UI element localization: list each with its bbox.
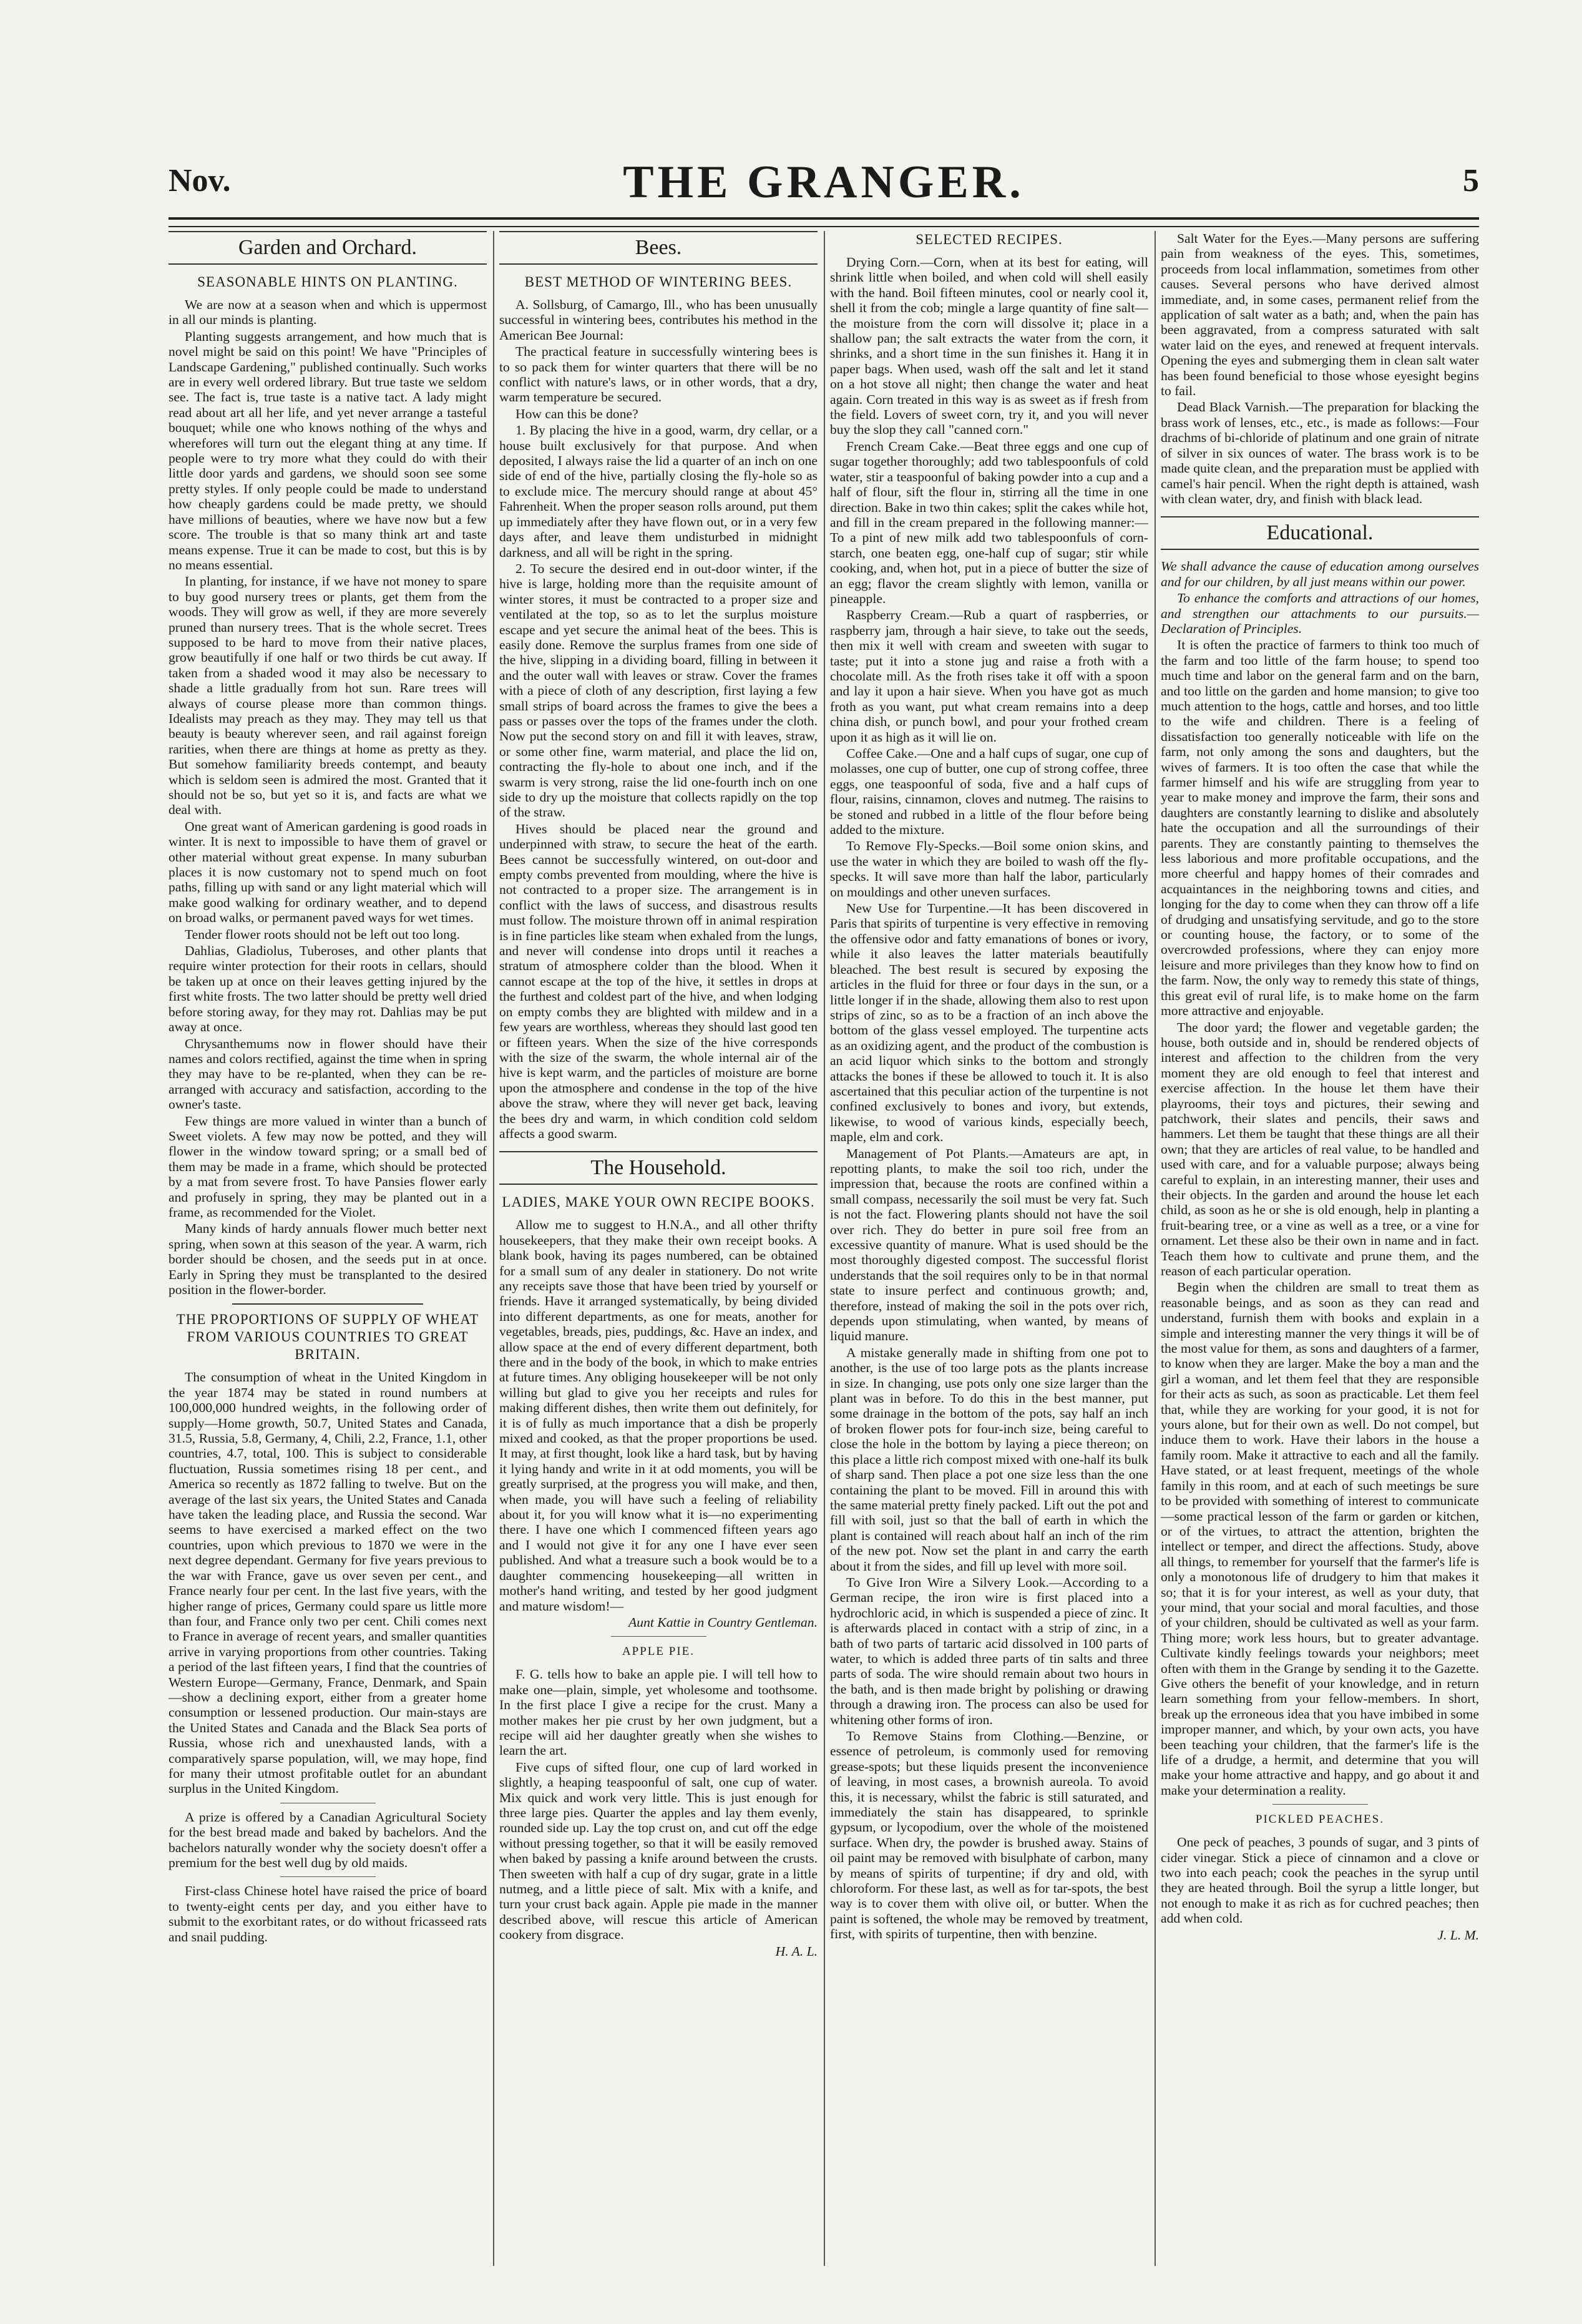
article-paragraph: Tender flower roots should not be left out too long. <box>185 926 461 942</box>
article-paragraph: One great want of American gardening is good roads in winter. It is next to impossible to have them of gravel or other material without great expense. In many suburban places it is now customary not to spend much on foot paths, filling up with sand or any light material which will make good walking for ordinary weather, and to depend on broad walks, or permanent paved ways for wet times. <box>168 818 487 926</box>
article-signature: J. L. M. <box>1437 1927 1479 1943</box>
column-divider <box>1155 231 1156 2266</box>
article-paragraph: The practical feature in successfully wintering bees is to so pack them for winter quarters that there will be no conflict with nature's laws, or in other words, that a dry, warm temperature be secured. <box>499 344 818 405</box>
article-headline: BEST METHOD OF WINTERING BEES. <box>524 274 793 290</box>
article-paragraph: In planting, for instance, if we have not money to spare to buy good nursery trees or plants, get them from the woods. They will grow as well, if they are more severely pruned than nursery trees. That is the whole secret. Trees supposed to be hard to move from their native places, grow beautifully if one half or two thirds be cut away. If taken from a shaded wood it may also be necessary to shade a little gradually from hot sun. Rare trees will always of course please more than common things. Idealists may preach as they may. They may tell us that beauty is beauty wherever seen, and rail against foreign rarities, when there are things at home as pretty as they. But somehow familiarity breeds contempt, and beauty which is seldom seen is admired the most. Granted that it should not be so, but yet so it is, and facts are what we deal with. <box>168 574 487 818</box>
article-paragraph: The consumption of wheat in the United Kingdom in the year 1874 may be stated in round numbers at 100,000,000 hundred weights, in the following order of supply—Home growth, 50.7, United States and Canada, 31.5, Russia, 5.8, Germany, 4, Chili, 2.2, France, 1.1, other countries, 4.7, total, 100. This is subject to considerable fluctuation, Russia sometimes rising 18 per cent., and America so recently as 1872 falling to twelve. But on the average of the last six years, the United States and Canada have taken the leading place, and Russia the second. War seems to have exercised a marked effect on the two countries, upon which previous to 1870 we were in the next degree dependant. Germany for five years previous to the war with France, gave us over seven per cent., and France nearly four per cent. In the last five years, with the higher range of prices, Germany could spare us little more than four, and France only two per cent. Chili comes next to France in average of recent years, and smaller quantities arrive in varying proportions from other countries. Taking a period of the last fifteen years, I find that the countries of Western Europe—Germany, France, Denmark, and Spain—show a declining export, either from a greater home consumption or lessened production. Our main-stays are the United States and Canada and the Black Sea ports of Russia, whose rich and unexhausted lands, with a comparatively sparse population, will, we may hope, find for many their utmost profitable outlet for an abundant surplus in the United Kingdom. <box>168 1370 487 1797</box>
article-paragraph: We are now at a season when and which is uppermost in all our minds is planting. <box>168 297 487 328</box>
article-paragraph: A prize is offered by a Canadian Agricultural Society for the best bread made and baked by bachelors. And the bachelors naturally wonder why the society doesn't offer a premium for the best well dug by old maids. <box>168 1809 487 1870</box>
article-headline: APPLE PIE. <box>622 1645 695 1659</box>
column-bees <box>499 231 818 2266</box>
column-recipes <box>830 231 1148 2266</box>
article-headline: LADIES, MAKE YOUR OWN RECIPE BOOKS. <box>502 1194 815 1210</box>
article-paragraph: French Cream Cake.—Beat three eggs and one cup of sugar together thoroughly; add two tablespoonfuls of cold water, stir a teaspoonful of baking powder into a cup and a half of flour, sift the flour in, stirring all the time in one direction. Bake in two thin cakes; split the cakes while hot, and fill in the cream prepared in the following manner:—To a pint of new milk add two tablespoonfuls of corn-starch, one beaten egg, one-half cup of sugar; stir while cooking, and, when hot, put in a piece of butter the size of an egg; flavor the cream slightly with lemon, vanilla or pineapple. <box>830 438 1148 606</box>
article-signature: H. A. L. <box>775 1943 818 1959</box>
article-paragraph: New Use for Turpentine.—It has been discovered in Paris that spirits of turpentine is very effective in removing the offensive odor and fatty emanations of bones or ivory, while it also leaves the latter materials beautifully bleached. The best result is secured by exposing the articles in the fluid for three or four days in the sun, or a little longer if in the shade, allowing them also to rest upon strips of zinc, so as to be a fraction of an inch above the bottom of the glass vessel employed. The turpentine acts as an oxidizing agent, and the product of the combustion is an acid liquor which sinks to the bottom and strongly attacks the bones if these be allowed to touch it. It is also ascertained that this peculiar action of the turpentine is not confined exclusively to bones and ivory, but extends, likewise, to wood of various kinds, especially beech, maple, elm and cork. <box>830 901 1148 1145</box>
newspaper-page <box>168 156 1479 2266</box>
article-paragraph: One peck of peaches, 3 pounds of sugar, and 3 pints of cider vinegar. Stick a piece of cinnamon and a clove or two into each peach; cook the peaches in the syrup until they are heated through. Boil the syrup a little longer, but not enough to make it as rich as for cuchred peaches; then add when cold. <box>1161 1835 1479 1926</box>
article-paragraph: Chrysanthemums now in flower should have their names and colors rectified, against the time when in spring they may have to be re-planted, when they can be re-arranged with accuracy and satisfaction, according to the owner's taste. <box>168 1036 487 1112</box>
section-motto: To enhance the comforts and attractions of our homes, and strengthen our attachments to our pursuits.—Declaration of Principles. <box>1161 591 1479 636</box>
column-educational <box>1161 231 1479 2266</box>
masthead <box>168 156 1479 212</box>
department-heading: Educational. <box>1161 516 1479 550</box>
masthead-rule <box>168 217 1479 227</box>
article-paragraph: Begin when the children are small to treat them as reasonable beings, and as soon as they can read and understand, furnish them with books and explain in a simple and interesting manner the very things it will be of the most value for them, as sons and daughters of a farmer, to know when they are larger. Make the boy a man and the girl a woman, and let them feel that they are responsible for their acts as such, as soon as practicable. Let them feel that, while they are working for your good, it is not for yours alone, but for their own as well. Do not compel, but induce them to work. Have their labors in the house a family room. Make it attractive to each and all the family. Have stated, or at least frequent, meetings of the whole family in this room, and at each of such meetings be sure to be provided with something of interest to communicate—some practical lesson of the farm or garden or kitchen, or of the virtues, to attract the attention, brighten the intellect or temper, and direct the affections. Study, above all things, to remember for yourself that the farmer's life is only a monotonous life of drudgery to him that makes it so; that it is for your interest, as well as your duty, that your mind, that your social and moral faculties, and those of your children, should be cultivated as well as your farm. Thing more; work less hours, but to greater advantage. Cultivate kindly feelings towards your neighbors; meet often with them in the Grange by sending it to the Gazette. Give others the benefit of your knowledge, and in return learn something from your fellow-members. In short, break up the erroneous idea that you have imbibed in some improper manner, and which, by your own acts, you have been teaching your children, that the farmer's life is the life of a drudge, a hermit, and determine that you will make your home attractive and happy, and go about it and make your determination a reality. <box>1161 1280 1479 1798</box>
article-paragraph: A. Sollsburg, of Camargo, Ill., who has been unusually successful in wintering bees, contributes his method in the American Bee Journal: <box>499 297 818 343</box>
article-paragraph: Many kinds of hardy annuals flower much better next spring, when sown at this season of the year. A warm, rich border should be chosen, and the seeds put in at once. Early in Spring they must be transplanted to the desired position in the flower-border. <box>168 1221 487 1297</box>
newspaper-title: THE GRANGER. <box>623 157 1025 208</box>
article-paragraph: 1. By placing the hive in a good, warm, dry cellar, or a house built exclusively for that purpose. And when deposited, I always raise the lid a quarter of an inch on one side of end of the hive, partially closing the fly-hole so as to exclude mice. The mercury should range at about 45° Fahrenheit. When the proper season rolls around, put them up immediately after they have flown out, or in a very few days after, and leave them undisturbed in midnight darkness, and all will be right in the spring. <box>499 423 818 560</box>
section-rule <box>611 1636 706 1637</box>
article-paragraph: Few things are more valued in winter than a bunch of Sweet violets. A few may now be potted, and they will flower in the window toward spring; or a small bed of them may be made in a frame, which should be protected by a mat from severe frost. To have Pansies flower early and profusely in spring, they may be planted out in a frame, as recommended for the Violet. <box>168 1113 487 1220</box>
article-paragraph: How can this be done? <box>515 406 638 421</box>
article-paragraph: F. G. tells how to bake an apple pie. I will tell how to make one—plain, simple, yet wholesome and toothsome. In the first place I give a recipe for the crust. Many a mother makes her pie crust by her own judgment, but a recipe will aid her daughter greatly when she wishes to learn the art. <box>499 1667 818 1758</box>
article-paragraph: Management of Pot Plants.—Amateurs are apt, in repotting plants, to make the soil too rich, under the impression that, because the roots are confined within a small compass, necessarily the soil must be very fat. Such is not the fact. Flowering plants should not have the soil over rich. They do better in pure soil free from an excessive quantity of manure. What is used should be the most thoroughly digested compost. The successful florist understands that the soil requires only to be in that normal state to insure perfect and continuous growth; and, therefore, instead of making the soil in the pots over rich, depends upon stimulating, when wanted, by means of liquid manure. <box>830 1145 1148 1344</box>
article-headline: PICKLED PEACHES. <box>1255 1813 1385 1826</box>
column-divider <box>493 231 494 2266</box>
section-motto: We shall advance the cause of education among ourselves and for our children, by all just means within our power. <box>1161 559 1479 589</box>
article-paragraph: Raspberry Cream.—Rub a quart of raspberries, or raspberry jam, through a hair sieve, to take out the seeds, then mix it well with cream and sweeten with sugar to taste; put it into a stone jug and raise a froth with a chocolate mill. As the froth rises take it off with a spoon and lay it upon a hair sieve. When you have got as much froth as you want, put what cream remains into a deep china dish, or punch bowl, and pour your frothed cream upon it as high as it will lie on. <box>830 607 1148 745</box>
column-garden <box>168 231 487 2266</box>
article-headline: THE PROPORTIONS OF SUPPLY OF WHEAT FROM VARIOUS COUNTRIES TO GREAT BRITAIN. <box>176 1312 479 1363</box>
article-paragraph: Dahlias, Gladiolus, Tuberoses, and other plants that require winter protection for their roots in cellars, should be taken up at once on their leaves getting injured by the first white frosts. The two latter should be pretty well dried before storing away, for they may rot. Dahlias may be put away at once. <box>168 943 487 1035</box>
article-paragraph: Coffee Cake.—One and a half cups of sugar, one cup of molasses, one cup of butter, one cup of strong coffee, three eggs, one teaspoonful of soda, five and a half cups of flour, raisins, cinnamon, cloves and nutmeg. The raisins to be stoned and rubbed in a little of the flour before being added to the mixture. <box>830 746 1148 838</box>
column-divider <box>824 231 825 2266</box>
article-paragraph: First-class Chinese hotel have raised the price of board to twenty-eight cents per day, and you either have to submit to the exorbitant rates, or do without fricasseed rats and snail pudding. <box>168 1883 487 1944</box>
issue-month: Nov. <box>168 163 231 199</box>
article-paragraph: To Remove Stains from Clothing.—Benzine, or essence of petroleum, is commonly used for removing grease-spots; but these liquids present the inconvenience of leaving, in most cases, a brownish aureola. To avoid this, it is necessary, whilst the fabric is still saturated, and immediately the stain has disappeared, to sprinkle gypsum, or lycopodium, over the whole of the moistened surface. When dry, the powder is brushed away. Stains of oil paint may be removed with bisulphate of carbon, many by means of spirits of turpentine; if dry and old, with chloroform. For these last, as well as for tar-spots, the best way is to cover them with olive oil, or butter. When the paint is softened, the whole may be removed by treatment, first, with spirits of turpentine, then with benzine. <box>830 1728 1148 1942</box>
article-paragraph: Allow me to suggest to H.N.A., and all other thrifty housekeepers, that they make their own receipt books. A blank book, having its pages numbered, can be obtained for a small sum of any dealer in stationery. Do not write any receipts save those that have been tried by yourself or friends. Have it arranged systematically, by being divided into different departments, as one for meats, another for vegetables, breads, pies, puddings, &c. Have an index, and allow space at the end of every different department, both there and in the body of the book, in which to make entries at future times. Any obliging housekeeper will be not only willing but glad to give you her receipts and rules for making different dishes, then write them out definitely, for it is of fully as much importance that a dish be properly mixed and cooked, as that the proper proportions be used. It may, at first thought, look like a hard task, but by having it lying handy and write in it at odd moments, you will be greatly surprised, at the progress you will make, and then, when made, you will have such a feeling of reliability about it, for you will know what it is—no experimenting there. I have one which I commenced fifteen years ago and I would not give it for any one I have ever seen published. And what a treasure such a book would be to a daughter commencing housekeeping—all written in mother's hand writing, and tested by her good judgment and mature wisdom!— <box>499 1217 818 1614</box>
article-headline: SELECTED RECIPES. <box>916 232 1063 247</box>
section-rule <box>232 1303 423 1305</box>
section-rule <box>1272 1804 1368 1805</box>
article-paragraph: Salt Water for the Eyes.—Many persons are suffering pain from weakness of the eyes. This, sometimes, proceeds from local inflammation, sometimes from other causes. Several persons who have derived almost immediate, and, in some cases, permanent relief from the application of salt water as a bath; and, when the pain has been aggravated, from a compress saturated with salt water laid on the eyes, and renewed at frequent intervals. Opening the eyes and submerging them in clean salt water has been found beneficial to those whose eyesight begins to fail. <box>1161 231 1479 399</box>
article-paragraph: To Remove Fly-Specks.—Boil some onion skins, and use the water in which they are boiled to wash off the fly-specks. It will save more than half the labor, particularly on mouldings and other uneven surfaces. <box>830 838 1148 900</box>
article-paragraph: Drying Corn.—Corn, when at its best for eating, will shrink little when boiled, and when cold will shell easily with the hand. Boil fifteen minutes, cool or nearly cool it, shell it from the cob; mingle a large quantity of fine salt—the moisture from the corn will dissolve it; place in a shallow pan; the salt extracts the water from the corn, it shrinks, and a short time in the sun finishes it. Hang it in paper bags. When used, wash off the salt and let it stand on a hot stove all night; then change the water and heat again. Corn treated in this way is as sweet as if fresh from the field. Lovers of sweet corn, try it, and you will never buy the slop they call "canned corn." <box>830 255 1148 438</box>
department-heading: Garden and Orchard. <box>168 231 487 265</box>
article-paragraph: 2. To secure the desired end in out-door winter, if the hive is large, holding more than the requisite amount of winter stores, it must be contracted to a proper size and ventilated at the top, so as to let the surplus moisture escape and yet secure the animal heat of the bees. This is easily done. Remove the surplus frames from one side of the hive, slipping in a dividing board, filling in between it and the outer wall with leaves or straw. Cover the frames with a piece of cloth of any description, first laying a few small strips of board across the frames to give the bees a pass or passes over the tops of the frames under the cloth. Now put the second story on and fill it with leaves, straw, or some other fine, warm material, and place the lid on, contracting the fly-hole to about one inch, and if the swarm is very strong, raise the lid one-fourth inch on one side to dry up the moisture that collects rapidly on the top of the straw. <box>499 561 818 820</box>
article-paragraph: Planting suggests arrangement, and how much that is novel might be said on this point! We have "Principles of Landscape Gardening," published continually. Such works are in every well ordered library. But true taste we seldom see. The fact is, true taste is a native tact. A lady might read about art all her life, and yet never arrange a tasteful bouquet; while one who knows nothing of the whys and wherefores will turn out the elegant thing at any time. If people were to try more what they could do with their little door yards and gardens, we should soon see some pretty styles. If only people could be made to understand how cheaply gardens could be made pretty, we should have millions of beauties, where we have now but a few score. The trouble is that so many think art and taste means expense. True it can be made to cost, but this is by no means essential. <box>168 328 487 572</box>
article-paragraph: It is often the practice of farmers to think too much of the farm and too little of the farm house; to spend too much time and labor on the general farm and on the barn, and too little on the garden and home mansion; to give too much attention to the hogs, cattle and horses, and too little to the wife and children. There is a feeling of dissatisfaction too generally noticeable with life on the farm, not only among the sons and daughters, but the wives of farmers. It is too often the case that while the farmer himself and his wife are struggling from year to year to make money and improve the farm, their sons and daughters are constantly learning to dislike and absolutely hate the occupation and all the surroundings of their parents. They are constantly painting to themselves the less laborious and more profitable occupations, and the more cheerful and happy homes of their comrades and acquaintances in the neighboring towns and cities, and longing for the day to come when they can throw off a life of drudging and unsatisfying servitude, and go to the store or counting house, the factory, or to some of the overcrowded professions, where they can enjoy more leisure and more privileges than they know how to find on the farm. Now, the only way to remedy this state of things, this great evil of rural life, is to make home on the farm more attractive and enjoyable. <box>1161 637 1479 1019</box>
article-signature: Aunt Kattie in Country Gentleman. <box>628 1614 818 1630</box>
page-number: 5 <box>1463 163 1479 199</box>
article-paragraph: A mistake generally made in shifting from one pot to another, is the use of too large pots as the plants increase in size. In changing, use pots only one size larger than the plant was in before. To do this in the best manner, put some drainage in the bottom of the pots, say half an inch of broken flower pots for four-inch size, being careful to close the hole in the bottom by laying a piece thereon; on this place a little rich compost mixed with one-half its bulk of sharp sand. Then place a pot one size less than the one containing the plant to be moved. Fill in around this with the same material pretty finely packed. Lift out the pot and fill with soil, just so that the ball of earth in which the plant is contained will reach about half an inch of the rim of the new pot. Now set the plant in and carry the earth about it from the sides, and fill up level with more soil. <box>830 1345 1148 1574</box>
article-headline: SEASONABLE HINTS ON PLANTING. <box>197 274 458 290</box>
columns <box>168 231 1479 2266</box>
article-paragraph: Hives should be placed near the ground and underpinned with straw, to secure the heat of the earth. Bees cannot be successfully wintered, on out-door and empty combs prevented from moulding, where the hive is not contracted to a proper size. The arrangement is in conflict with the laws of success, and disastrous results must follow. The moisture thrown off in animal respiration is in fine particles like steam when exhaled from the lungs, and never will condense into drops until it reaches a stratum of atmosphere colder than the blood. When it cannot escape at the top of the hive, it settles in drops at the furthest and coldest part of the hive, and when lodging on empty combs they are blighted with mildew and in a few years are worthless, whereas they should last good ten or fifteen years. When the size of the hive corresponds with the size of the swarm, the whole internal air of the hive is kept warm, and the particles of moisture are borne upon the atmosphere and condense in the top of the hive above the straw, where they will never get back, leaving the bees dry and warm, in which condition cold seldom affects a good swarm. <box>499 821 818 1141</box>
article-paragraph: Five cups of sifted flour, one cup of lard worked in slightly, a heaping teaspoonful of salt, one cup of water. Mix quick and work very little. This is just enough for three large pies. Quarter the apples and lay them evenly, rounded side up. Lay the top crust on, and cut off the edge without pressing together, so that it will be easily removed when baked by passing a knife around between the crusts. Then sweeten with half a cup of dry sugar, grate in a little nutmeg, and a little piece of salt. Mix with a knife, and turn your crust back again. Apple pie made in the manner described above, will rescue this article of American cookery from disgrace. <box>499 1759 818 1943</box>
article-paragraph: The door yard; the flower and vegetable garden; the house, both outside and in, should be rendered objects of interest and affection to the children from the very moment they are old enough to feel that interest and exercise affection. In the house let them have their playrooms, their toys and pictures, their sewing and patchwork, their slates and pencils, their saws and hammers. Let them be taught that these things are all their own; that they are articles of real value, to be handled and used with care, and for a valuable purpose; always being careful to explain, in an interesting manner, their uses and their objects. In the garden and around the house let each child, as soon as he or she is old enough, help in planting a fruit-bearing tree, or a vine as well as a tree, or a vine for ornament. Let these also be their own in name and in fact. Teach them how to cultivate and prune them, and the reason of each particular operation. <box>1161 1019 1479 1278</box>
article-paragraph: Dead Black Varnish.—The preparation for blacking the brass work of lenses, etc., etc., is made as follows:—Four drachms of bi-chloride of platinum and one grain of nitrate of silver in six ounces of water. The brass work is to be made quite clean, and the preparation must be applied with camel's hair pencil. When the right depth is attained, wash with clean water, dry, and finish with black lead. <box>1161 400 1479 506</box>
department-heading: The Household. <box>499 1151 818 1185</box>
section-rule <box>280 1876 376 1877</box>
article-paragraph: To Give Iron Wire a Silvery Look.—According to a German recipe, the iron wire is first placed into a hydrochloric acid, in which is suspended a piece of zinc. It is afterwards placed in contact with a strip of zinc, in a bath of two parts of tartaric acid dissolved in 100 parts of water, to which is added three parts of tin salts and three parts of soda. The wire should remain about two hours in the bath, and is then made bright by polishing or drawing through a drawing iron. The process can also be used for whitening other forms of iron. <box>830 1574 1148 1727</box>
department-heading: Bees. <box>499 231 818 265</box>
